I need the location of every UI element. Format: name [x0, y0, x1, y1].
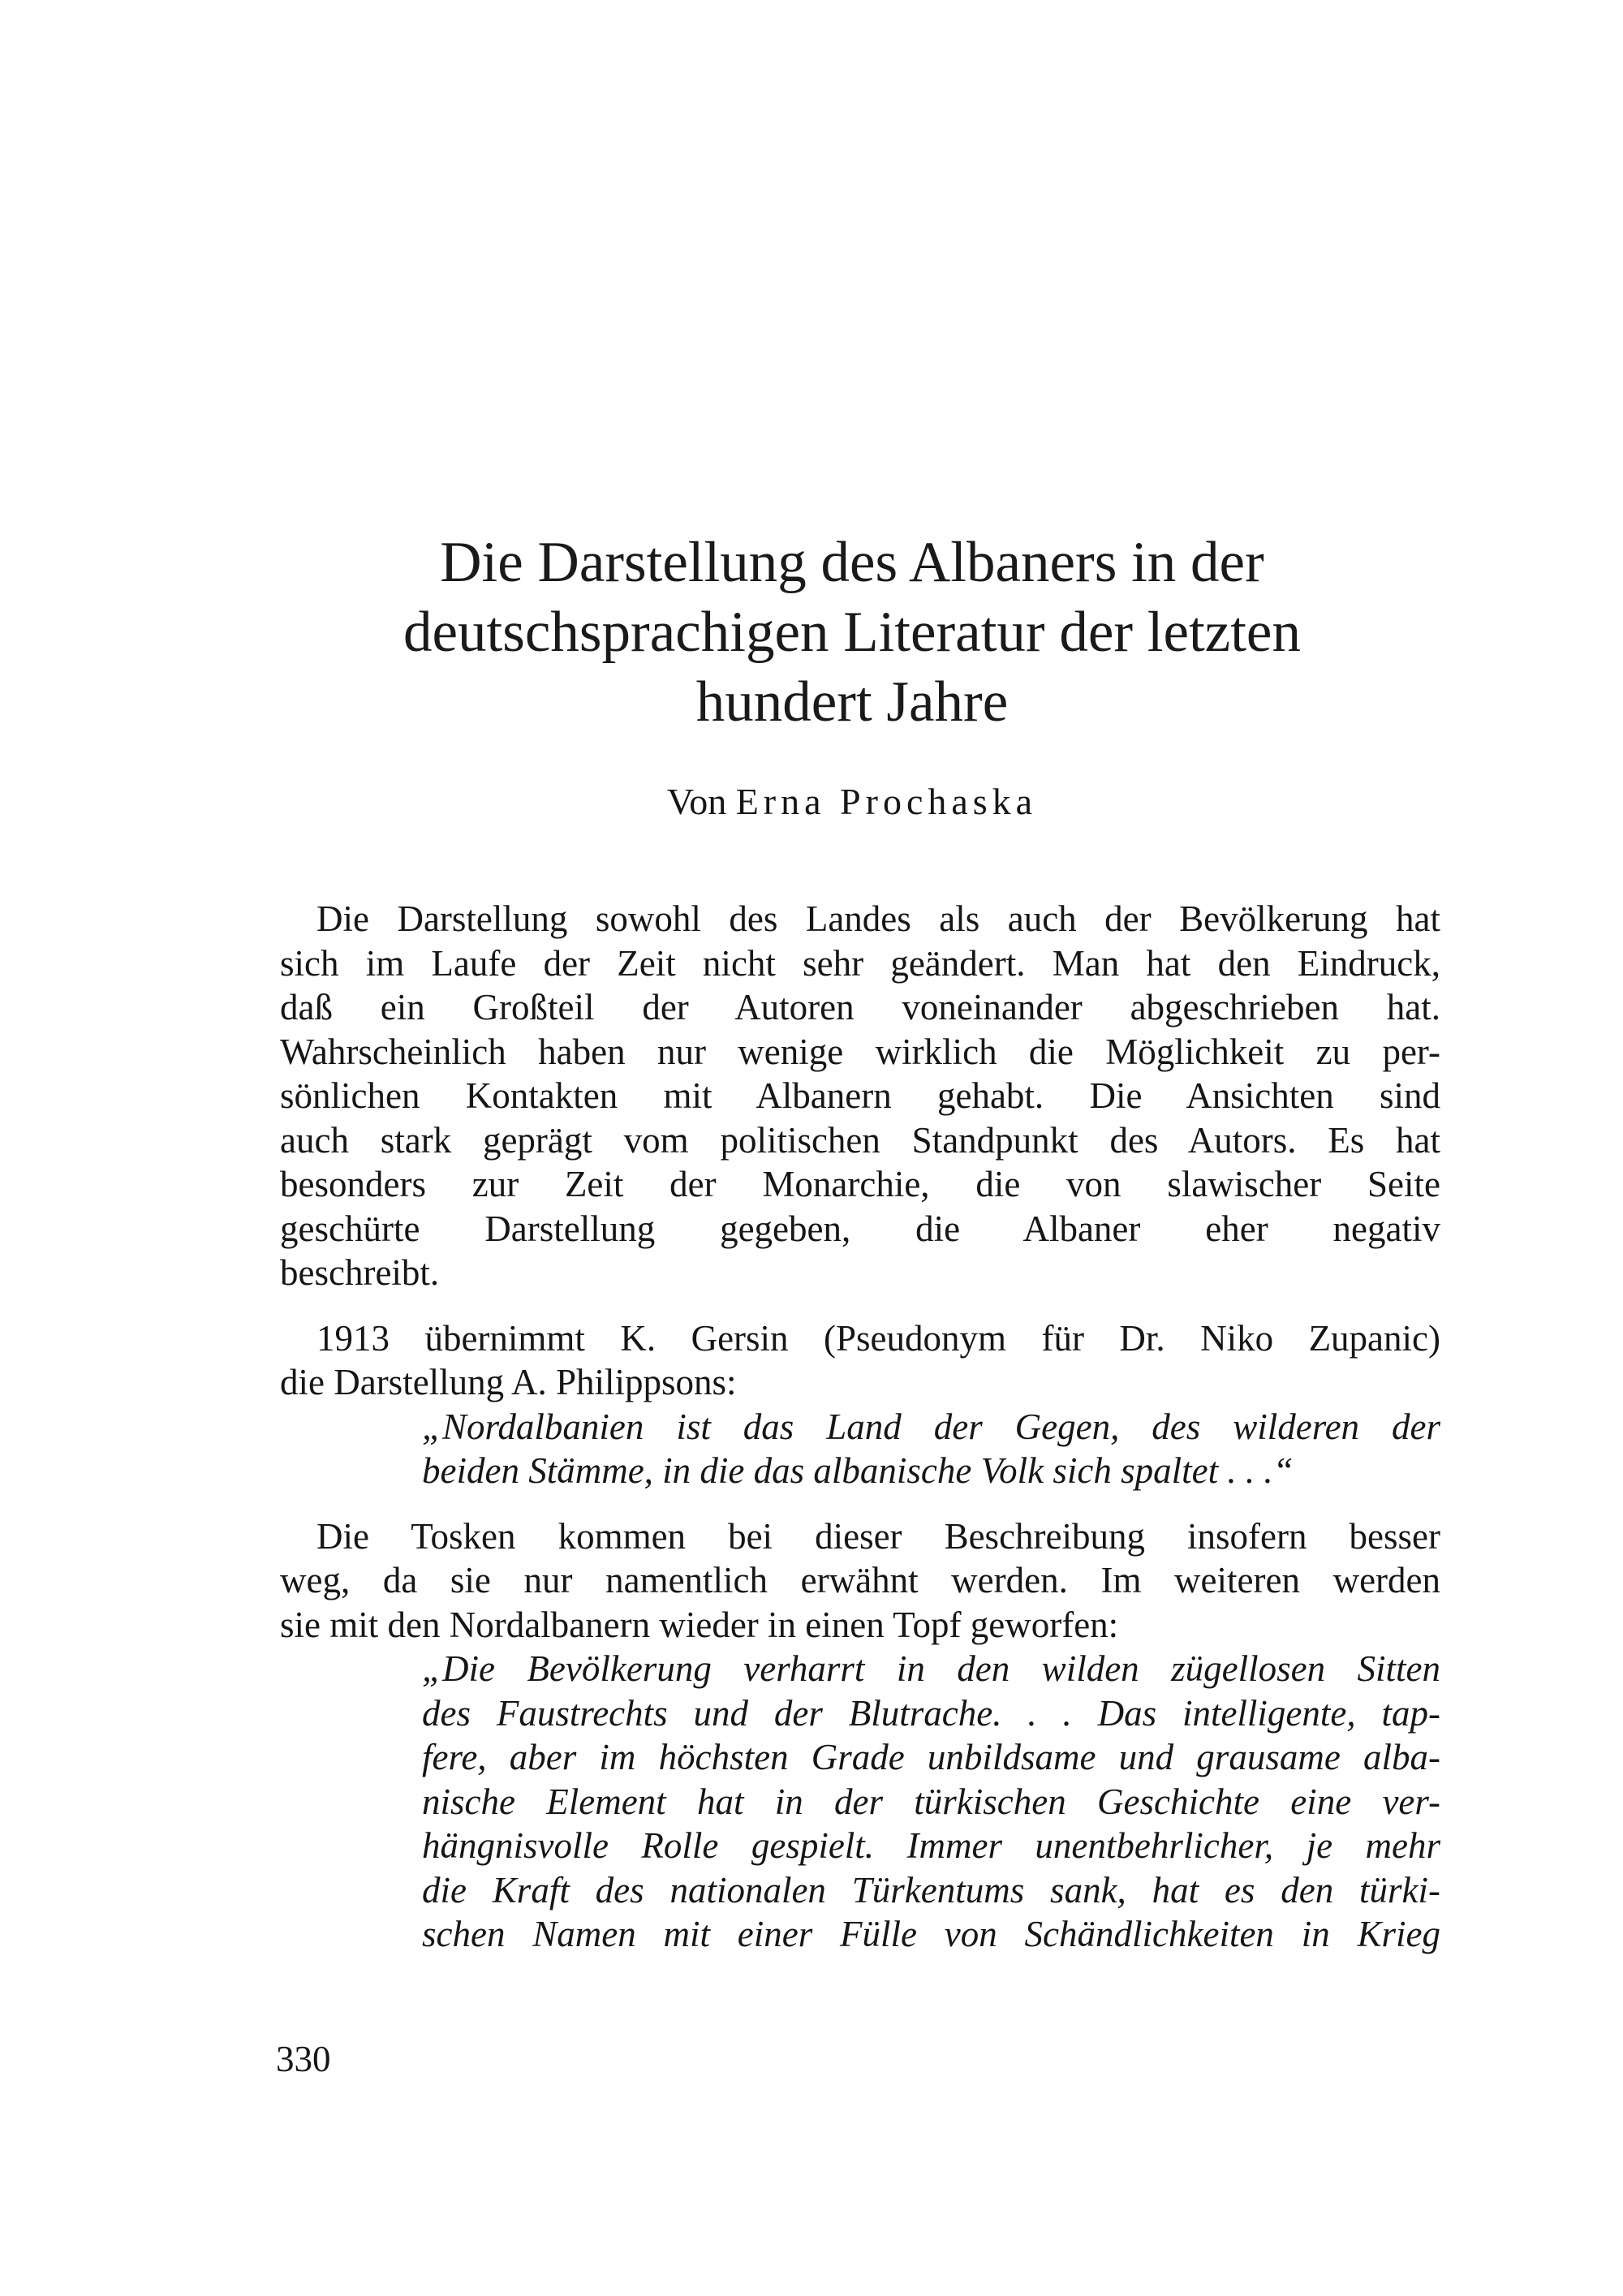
text-line: sie mit den Nordalbanern wieder in einen Topf geworfen:: [280, 1604, 1119, 1645]
article-body: [280, 897, 1440, 1957]
text-line: geschürte Darstellung gegeben, die Albaner eher negativ: [280, 1208, 1440, 1249]
text-line: auch stark geprägt vom politischen Standpunkt des Autors. Es hat: [280, 1119, 1440, 1161]
text-line: daß ein Großteil der Autoren voneinander abgeschrieben hat.: [280, 987, 1440, 1027]
text-line: die Darstellung A. Philippsons:: [280, 1362, 737, 1402]
quote-line: des Faustrechts und der Blutrache. . . Das intelligente, tap-: [422, 1692, 1440, 1734]
text-line: Wahrscheinlich haben nur wenige wirklich die Möglichkeit zu per-: [280, 1031, 1440, 1072]
quote-line: die Kraft des nationalen Türkentums sank, hat es den türki-: [422, 1869, 1440, 1910]
quote-line: fere, aber im höchsten Grade unbildsame und grausame alba-: [422, 1737, 1440, 1777]
quote-2: [280, 1647, 1440, 1957]
text-line: sich im Laufe der Zeit nicht sehr geändert. Man hat den Eindruck,: [280, 942, 1440, 984]
quote-line: hängnisvolle Rolle gespielt. Immer unentbehrlicher, je mehr: [422, 1825, 1440, 1866]
text-line: Die Tosken kommen bei dieser Beschreibung insofern besser: [316, 1515, 1440, 1557]
paragraph-1: [280, 897, 1440, 1295]
author-byline: [268, 779, 1436, 825]
text-line: weg, da sie nur namentlich erwähnt werden. Im weiteren werden: [280, 1560, 1440, 1600]
quote-line: schen Namen mit einer Fülle von Schändlichkeiten in Krieg: [422, 1914, 1440, 1954]
quote-line: beiden Stämme, in die das albanische Volk sich spaltet . . .“: [422, 1450, 1294, 1491]
text-line: Die Darstellung sowohl des Landes als auch der Bevölkerung hat: [316, 898, 1440, 939]
quote-1: [280, 1405, 1440, 1493]
quote-line: „Die Bevölkerung verharrt in den wilden zügellosen Sitten: [422, 1648, 1440, 1689]
title-line: hundert Jahre: [695, 670, 1009, 734]
text-line: besonders zur Zeit der Monarchie, die von slawischer Seite: [280, 1164, 1440, 1204]
text-line: sönlichen Kontakten mit Albanern gehabt. Die Ansichten sind: [280, 1075, 1440, 1116]
text-line: 1913 übernimmt K. Gersin (Pseudonym für Dr. Niko Zupanic): [316, 1317, 1440, 1359]
page-number: 330: [276, 2039, 331, 2079]
title-line: Die Darstellung des Albaners in der: [440, 531, 1264, 594]
paragraph-2: [280, 1316, 1440, 1405]
quote-line: „Nordalbanien ist das Land der Gegen, des wilderen der: [422, 1406, 1440, 1447]
author-name: Erna Prochaska: [735, 781, 1038, 822]
author-prefix: Von: [666, 781, 727, 822]
text-line: beschreibt.: [280, 1252, 440, 1293]
paragraph-3: [280, 1514, 1440, 1648]
title-line: deutschsprachigen Literatur der letzten: [403, 601, 1301, 664]
article-title: [268, 528, 1436, 737]
quote-line: nische Element hat in der türkischen Geschichte eine ver-: [422, 1781, 1440, 1822]
